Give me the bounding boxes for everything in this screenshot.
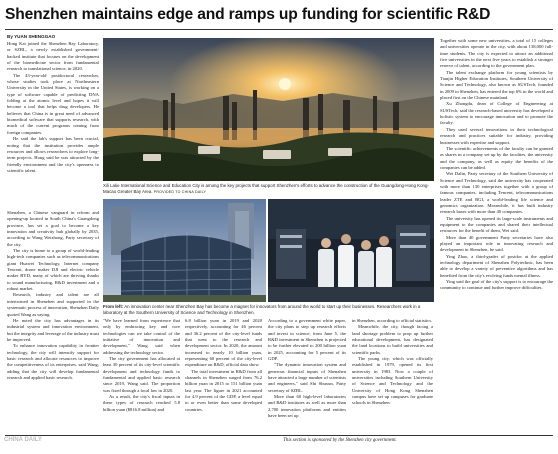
paragraph: "The dynamic innovation system and generous financial inputs of Shenzhen have attracted a large number of scientists and engineers," said Shi Shuxun, Party secretary of SZBL. bbox=[268, 362, 346, 393]
footer-rule bbox=[5, 435, 553, 436]
paragraph: The 43-year-old postdoctoral researcher, whose studies took place at Northeastern University in the United States, is working on a type of software capable of predicting DNA folding at the atomic level and hopes it will become a tool that helps drug developers. He believes that China is in great need of advanced biomedical software that supports research, with much of the current programs coming from foreign companies. bbox=[7, 72, 99, 135]
lab-illustration bbox=[268, 199, 434, 302]
paragraph: Research, industry and talent are all intertwined in Shenzhen and supported in the systematic process of innovation, Shenzhen Daily quoted Wang as saying. bbox=[7, 292, 99, 317]
watermark-logo: CHINA DAILY bbox=[4, 437, 42, 443]
paragraph: Shenzhen, a Chinese vanguard in reform and opening-up located in South China's Guangdong province, has set a goal to become a key innovation and creativity hub globally by 2035, according to Wang Weizhong, Party secretary of the city. bbox=[7, 210, 99, 247]
body-column-2 bbox=[103, 318, 180, 434]
paragraph: As a result, the city's fiscal inputs in these types of research reached 5.8 billion yuan ($816.8 million) and bbox=[103, 394, 180, 412]
paragraph: Ying Zhao, a third-grader of postdoc at the applied technology department of Shenzhen Polytechnic, has been able to develop a variety of preventive algorithms and has benefited from the city's evolving funds mental illness. bbox=[440, 253, 553, 278]
byline: By YUAN SHENGGAO bbox=[7, 34, 56, 39]
paragraph: Meanwhile, the city, though facing a land shortage problem to prop up further educational development, has designated the land locations to build universities and scientific parks. bbox=[352, 324, 433, 355]
paragraph: He noted the city has advantages in its industrial system and innovation environment, but the integrity and leverage of the industry must be improved. bbox=[7, 317, 99, 342]
paragraph: Together with some new universities, a total of 15 colleges and universities operate in the city, with about 138,000 full-time students. The city is expected to attract an additional five universities in the next five years to establish a stronger reserve of talent, according to the government plan. bbox=[440, 38, 553, 69]
paragraph: Xu Zhongdu, dean of College of Engineering at SUSTech, said the research-based university has developed a holistic system to encourage innovation and to promote the faculty. bbox=[440, 101, 553, 126]
paragraph: The university has opened its large-scale instruments and equipment to the companies and shared their intellectual resources for the benefit of them, Wei said. bbox=[440, 215, 553, 234]
paragraph: They used several innovations in their technological research and practices suitable for industry, providing businesses with expertise and support. bbox=[440, 126, 553, 145]
paragraph: He said the lab's support has been crucial, noting that the institution provides ample resources and allows researchers to explore long-term projects. Hong said he was attracted by the friendly environment and the city's openness to scientific talent. bbox=[7, 136, 99, 173]
paragraph: To enhance innovation capability in frontier technology, the city will intensify support for basic research and allocate resources to improve the competitiveness of its enterprises, said Wang, adding that the city will develop fundamental research and applied basic research. bbox=[7, 343, 99, 380]
innovation-center-photo bbox=[103, 199, 266, 302]
headline: Shenzhen maintains edge and ramps up funding for scientific R&D bbox=[5, 6, 491, 23]
body-column-6 bbox=[440, 38, 553, 434]
building-illustration bbox=[103, 199, 266, 302]
paragraph: Wei Dalin, Party secretary of the Southern University of Science and Technology, said the university has cooperated with more than 130 enterprises together with a group of famous companies, including Tencent, telecommunications leader ZTE and BGI, a world-leading life science and genomics organization. Meanwhile, it has built industry research bases with more than 40 companies. bbox=[440, 171, 553, 215]
caption-text: An innovation center near Shenzhen Bay has become a magnet for innovators from around the world to start up their businesses. Researchers work in a laboratory at the Southern University of Science and Technology in Shenzhen. bbox=[103, 304, 421, 315]
paragraph: The talent exchange platform for young scientists by Tianjin Higher Education Institutes, Southern University of Science and Technology, also known as SUSTech, founded in 2009 in Shenzhen, has entered the top 6% in the world and placed first on the Chinese mainland. bbox=[440, 69, 553, 101]
photo-credit: PROVIDED TO CHINA DAILY bbox=[153, 189, 207, 194]
paragraph: The total investment in R&D from all channels in Shenzhen surged from 76.2 billion yuan in 2015 to 151 billion yuan last year. The figure in 2021 accounted for 4.9 percent of the GDP, a level equal to or even better than some developed countries. bbox=[185, 368, 262, 412]
laboratory-photo bbox=[268, 199, 434, 302]
paragraph: Hong Kai joined the Shenzhen Bay Laboratory, or SZBL, a newly established government-backed institute that focuses on the development of the biomedicine sector from fundamental research to translational science, in 2020. bbox=[7, 41, 99, 72]
paragraph: More than 60 high-level laboratories and R&D institutes as well as more than 2,700 innovation platforms and entities have been set up bbox=[268, 394, 346, 419]
caption-text: Xili Lake International Science and Education City is among the key projects that support Shenzhen's efforts to advance the construction of the Guangdong-Hong Kong-Macao Greater Bay Area. bbox=[103, 183, 429, 194]
sponsor-note: This section is sponsored by the Shenzhen city government. bbox=[283, 438, 397, 443]
paragraph: The city government has allocated at least 30 percent of its city-level scientific development and technology funds to fundamental and applied basic research since 2019, Wang said. The proportion was fixed through a local law in 2020. bbox=[103, 356, 180, 393]
body-column-5 bbox=[352, 318, 433, 434]
paragraph: The scientific achievements of the faculty can be granted as shares in a company set up by the faculties, the university and the company, as well as equity the benefits of the companies can be added. bbox=[440, 145, 553, 170]
headline-rule bbox=[5, 29, 553, 30]
body-column-1b bbox=[7, 210, 99, 434]
paragraph: The young city, which was officially established in 1979, opened its first university in 1983. Now a couple of universities including Southern University of Science and Technology and the University of Hong Kong Shenzhen campus have set up campuses for graduate schools in Shenzhen. bbox=[352, 356, 433, 406]
paragraph: in Shenzhen, according to official statistics. bbox=[352, 318, 433, 323]
skyline-photo bbox=[103, 38, 434, 181]
body-column-1 bbox=[7, 41, 99, 207]
paragraph: More than 40 government Party secretaries have also played an important role in innovating research and development in Shenzhen, he said. bbox=[440, 234, 553, 253]
lab-photo-caption bbox=[103, 304, 433, 315]
paragraph: The city is home to a group of world-leading high-tech companies such as telecommunications giant Huawei Technology, Internet company Tencent, drone maker DJI and electric vehicle maker BYD, many of which are thriving thanks to sound manufacturing, R&D investment and a robust market. bbox=[7, 248, 99, 292]
paragraph: According to a government white paper, the city plans to step up research efforts and invest in science, from June 5, the R&D investment in Shenzhen is projected to be further elevated to 200 billion yuan in 2025, accounting for 5 percent of its GDP. bbox=[268, 318, 346, 362]
caption-label: From left: bbox=[103, 304, 124, 309]
skyline-illustration bbox=[103, 38, 434, 181]
paragraph: 6.8 billion yuan in 2019 and 2020 respectively, accounting for 46 percent and 36.2 percent of the city-level funds that went to the research and development sector. In 2020, the amount increased to nearly 10 billion yuan, representing 60 percent of the city-level expenditure on R&D, official data show. bbox=[185, 318, 262, 368]
paragraph: "We have learned from experience that only by embracing key and core technologies can we take control of the initiative of innovation and development," Wang said when addressing the technology sector. bbox=[103, 318, 180, 355]
body-column-3 bbox=[185, 318, 262, 434]
paragraph: Ying said the goal of the city's support is to encourage the community to continue and further improve difficulties. bbox=[440, 279, 553, 291]
skyline-photo-caption bbox=[103, 183, 431, 195]
body-column-4 bbox=[268, 318, 346, 434]
